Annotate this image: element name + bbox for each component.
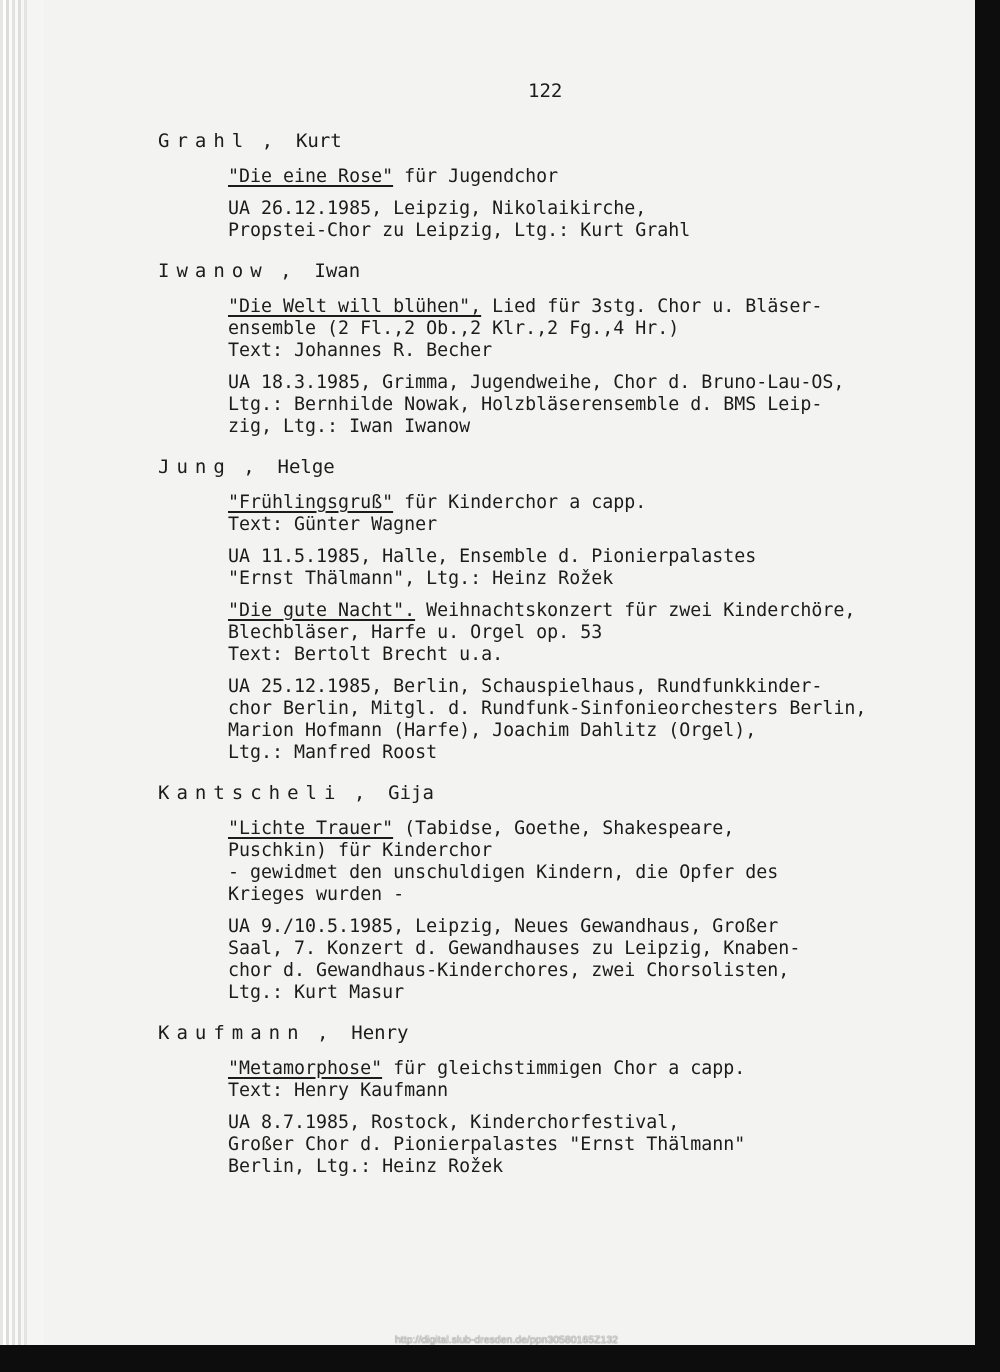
spacer: [228, 536, 938, 546]
spacer: [158, 438, 938, 456]
work-title: "Die Welt will blühen",: [228, 296, 482, 317]
composer-given-name: Kurt: [295, 130, 342, 152]
premiere-line: "Ernst Thälmann", Ltg.: Heinz Rožek: [228, 568, 614, 589]
premiere-line: UA 26.12.1985, Leipzig, Nikolaikirche,: [228, 198, 647, 219]
work-title-line: [228, 492, 938, 514]
composer-heading: [158, 456, 938, 478]
composer-heading: [158, 1022, 938, 1044]
premiere-line: Ltg.: Kurt Masur: [228, 982, 405, 1003]
work-title-line: [228, 818, 938, 840]
premiere-line: chor d. Gewandhaus-Kinderchores, zwei Chorsolisten,: [228, 960, 790, 981]
premiere-line: UA 18.3.1985, Grimma, Jugendweihe, Chor d. Bruno-Lau-OS,: [228, 372, 845, 393]
premiere-line: Ltg.: Manfred Roost: [228, 742, 438, 763]
work-title: "Die eine Rose": [228, 166, 394, 187]
work-block: [228, 600, 938, 764]
composer-heading: [158, 130, 938, 152]
spacer: [228, 590, 938, 600]
name-separator: ,: [342, 782, 389, 804]
composer-surname: Kaufmann: [158, 1022, 306, 1044]
name-separator: ,: [268, 260, 315, 282]
work-note-line: - gewidmet den unschuldigen Kindern, die Opfer des: [228, 862, 779, 883]
composer-given-name: Iwan: [314, 260, 361, 282]
composer-entry: [158, 260, 938, 456]
work-title-line: [228, 1058, 938, 1080]
work-note-line: Text: Günter Wagner: [228, 514, 438, 535]
premiere-line: Saal, 7. Konzert d. Gewandhauses zu Leipzig, Knaben-: [228, 938, 801, 959]
premiere-line: UA 25.12.1985, Berlin, Schauspielhaus, Rundfunkkinder-: [228, 676, 823, 697]
composer-surname: Jung: [158, 456, 232, 478]
work-block: [228, 818, 938, 1004]
scan-border-bottom: [0, 1345, 1000, 1372]
work-description: (Tabidse, Goethe, Shakespeare,: [393, 818, 735, 839]
premiere-line: Propstei-Chor zu Leipzig, Ltg.: Kurt Grahl: [228, 220, 691, 241]
spacer: [228, 906, 938, 916]
composer-heading: [158, 260, 938, 282]
work-description: Weihnachtskonzert für zwei Kinderchöre,: [415, 600, 856, 621]
premiere-line: zig, Ltg.: Iwan Iwanow: [228, 416, 471, 437]
premiere-line: UA 11.5.1985, Halle, Ensemble d. Pionierpalastes: [228, 546, 757, 567]
spacer: [158, 1004, 938, 1022]
work-block: [228, 166, 938, 242]
spacer: [158, 242, 938, 260]
work-block: [228, 492, 938, 600]
spacer: [228, 362, 938, 372]
page-number: 122: [528, 80, 563, 102]
work-note-line: Krieges wurden -: [228, 884, 405, 905]
source-url[interactable]: http://digital.slub-dresden.de/ppn30580165Z132: [395, 1334, 619, 1346]
premiere-line: Berlin, Ltg.: Heinz Rožek: [228, 1156, 504, 1177]
composer-surname: Iwanow: [158, 260, 269, 282]
work-description-line: ensemble (2 Fl.,2 Ob.,2 Klr.,2 Fg.,4 Hr.): [228, 318, 680, 339]
premiere-line: UA 8.7.1985, Rostock, Kinderchorfestival,: [228, 1112, 680, 1133]
spacer: [228, 188, 938, 198]
name-separator: ,: [250, 130, 296, 152]
work-block: [228, 1058, 938, 1178]
work-description: für Jugendchor: [393, 166, 559, 187]
name-separator: ,: [305, 1022, 352, 1044]
work-note-line: Text: Bertolt Brecht u.a.: [228, 644, 504, 665]
work-title: "Lichte Trauer": [228, 818, 394, 839]
work-title: "Die gute Nacht".: [228, 600, 416, 621]
work-note-line: Text: Johannes R. Becher: [228, 340, 493, 361]
work-description-line: Blechbläser, Harfe u. Orgel op. 53: [228, 622, 603, 643]
entry-list: [158, 130, 938, 1178]
page-gutter: [0, 0, 44, 1372]
work-note-line: Text: Henry Kaufmann: [228, 1080, 449, 1101]
premiere-line: chor Berlin, Mitgl. d. Rundfunk-Sinfonieorchesters Berlin,: [228, 698, 867, 719]
work-description: für gleichstimmigen Chor a capp.: [382, 1058, 746, 1079]
composer-given-name: Helge: [277, 456, 335, 478]
work-block: [228, 296, 938, 438]
composer-entry: [158, 1022, 938, 1178]
work-description-line: Puschkin) für Kinderchor: [228, 840, 493, 861]
composer-heading: [158, 782, 938, 804]
work-title-line: [228, 296, 938, 318]
name-separator: ,: [231, 456, 278, 478]
premiere-line: Marion Hofmann (Harfe), Joachim Dahlitz (Orgel),: [228, 720, 757, 741]
spacer: [228, 1102, 938, 1112]
composer-entry: [158, 782, 938, 1022]
composer-surname: Kantscheli: [158, 782, 343, 804]
composer-entry: [158, 130, 938, 260]
scan-border-right: [975, 0, 1000, 1372]
composer-given-name: Gija: [388, 782, 434, 804]
work-title: "Frühlingsgruß": [228, 492, 394, 513]
work-description: Lied für 3stg. Chor u. Bläser-: [481, 296, 823, 317]
work-description: für Kinderchor a capp.: [393, 492, 647, 513]
premiere-line: Ltg.: Bernhilde Nowak, Holzbläserensemble d. BMS Leip-: [228, 394, 823, 415]
premiere-line: UA 9./10.5.1985, Leipzig, Neues Gewandhaus, Großer: [228, 916, 779, 937]
composer-entry: [158, 456, 938, 782]
composer-given-name: Henry: [351, 1022, 409, 1044]
work-title-line: [228, 600, 938, 622]
work-title-line: [228, 166, 938, 188]
work-title: "Metamorphose": [228, 1058, 383, 1079]
spacer: [228, 666, 938, 676]
premiere-line: Großer Chor d. Pionierpalastes "Ernst Thälmann": [228, 1134, 746, 1155]
composer-surname: Grahl: [158, 130, 251, 152]
spacer: [158, 764, 938, 782]
